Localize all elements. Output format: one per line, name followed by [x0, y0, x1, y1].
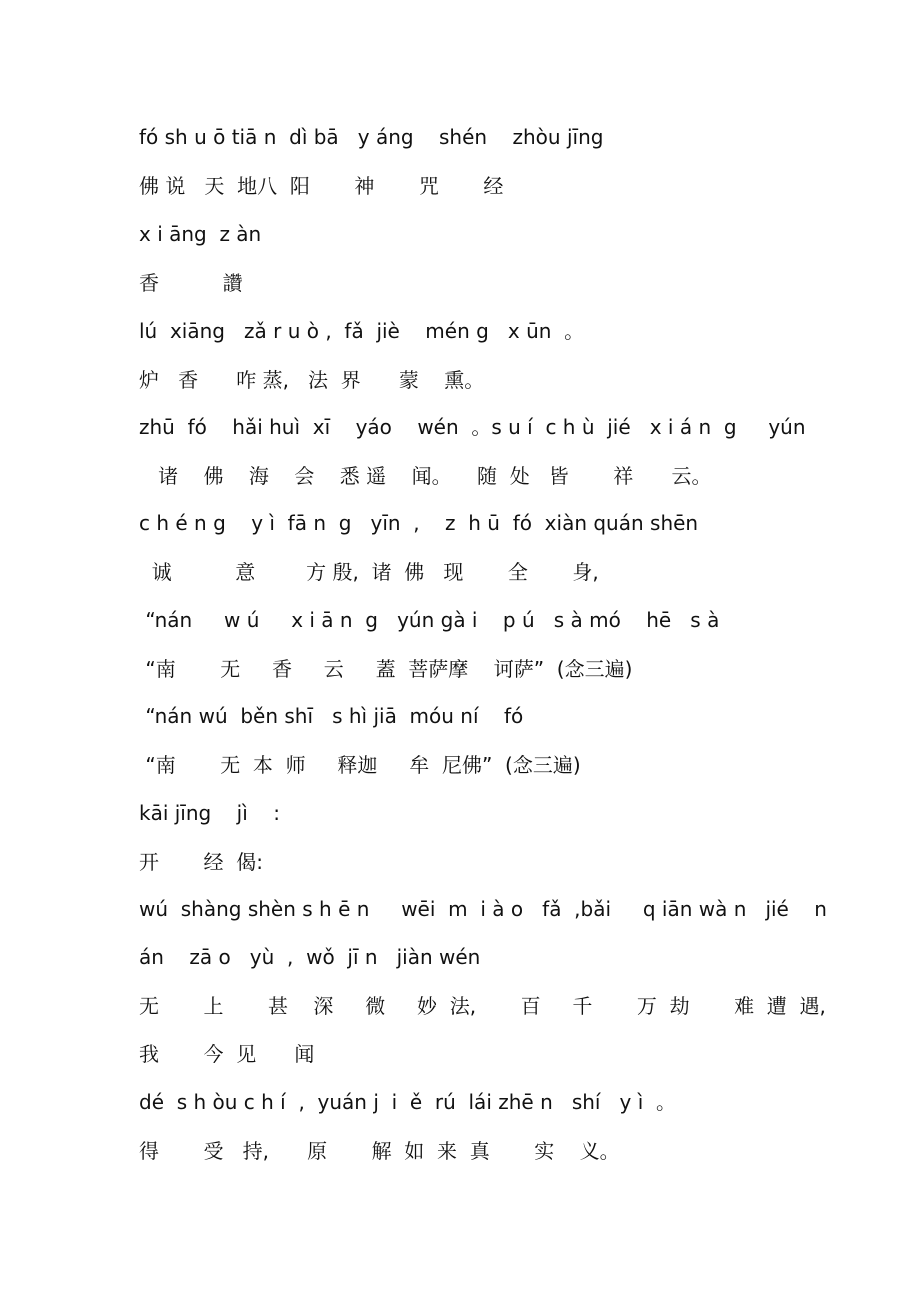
- homage-hanzi-line-2: “南 无 本 师 释迦 牟 尼佛” (念三遍): [139, 753, 581, 777]
- incense-praise-pinyin-line: x i āng z àn: [139, 222, 262, 246]
- verse-hanzi-line-1: 炉 香 咋 蒸, 法 界 蒙 熏。: [139, 368, 485, 392]
- homage-pinyin-line-2: “nán wú běn shī s hì jiā móu ní fó: [139, 704, 524, 728]
- verse-pinyin-line-3: c h é n g y ì fā n g yīn , z h ū fó xiàn quán shēn: [139, 511, 699, 535]
- verse-hanzi-line-2: 诸 佛 海 会 悉 遥 闻。 随 处 皆 祥 云。: [139, 464, 712, 488]
- gatha-hanzi-line-1: 无 上 甚 深 微 妙 法, 百 千 万 劫 难 遭 遇,: [139, 994, 826, 1018]
- gatha-hanzi-line-3: 得 受 持, 原 解 如 来 真 实 义。: [139, 1139, 620, 1163]
- verse-pinyin-line-2: zhū fó hǎi huì xī yáo wén 。s u í c h ù jié x i á n g yún: [139, 415, 806, 439]
- gatha-pinyin-line-2: án zā o yù , wǒ jī n jiàn wén: [139, 945, 481, 969]
- opening-gatha-pinyin-heading: kāi jīng jì :: [139, 801, 280, 825]
- incense-praise-hanzi-line: 香 讚: [139, 271, 243, 295]
- title-hanzi-line: 佛 说 天 地八 阳 神 咒 经: [139, 174, 504, 198]
- title-pinyin-line: fó sh u ō tiā n dì bā y áng shén zhòu jīng: [139, 125, 604, 149]
- gatha-hanzi-line-2: 我 今 见 闻: [139, 1042, 315, 1066]
- verse-pinyin-line-1: lú xiāng zǎ r u ò , fǎ jiè mén g x ūn 。: [139, 319, 585, 343]
- gatha-pinyin-line-1: wú shàng shèn s h ē n wēi m i à o fǎ ,bǎi q iān wà n jié n: [139, 897, 827, 921]
- opening-gatha-hanzi-heading: 开 经 偈:: [139, 850, 263, 874]
- verse-hanzi-line-3: 诚 意 方 殷, 诸 佛 现 全 身,: [139, 560, 599, 584]
- homage-hanzi-line-1: “南 无 香 云 蓋 菩萨摩 诃萨” (念三遍): [139, 657, 633, 681]
- gatha-pinyin-line-3: dé s h òu c h í , yuán j i ě rú lái zhē n shí y ì 。: [139, 1090, 677, 1114]
- homage-pinyin-line-1: “nán w ú x i ā n g yún gà i p ú s à mó hē s à: [139, 608, 720, 632]
